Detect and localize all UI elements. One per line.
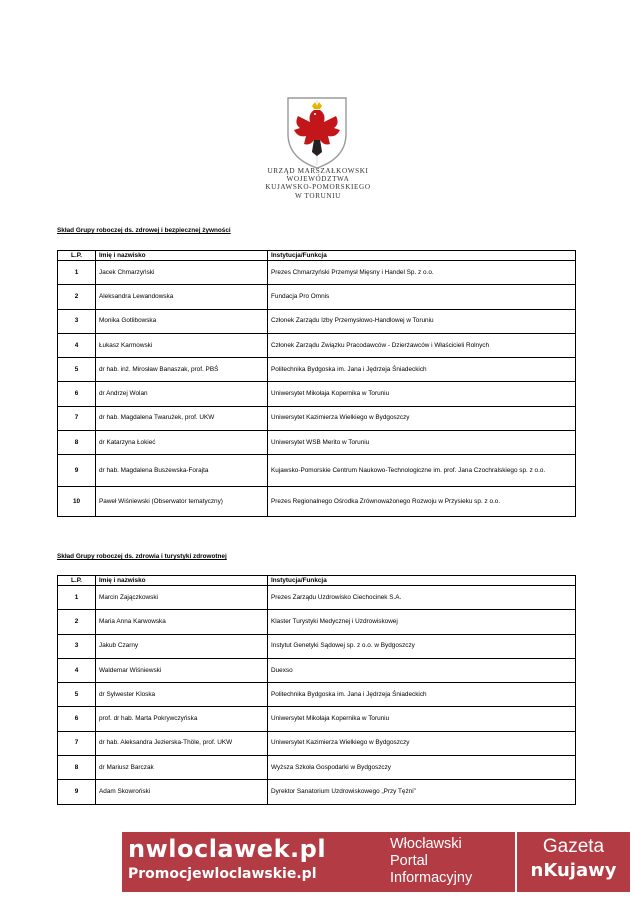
table-row [58,333,576,357]
row-institution: Dyrektor Sanatorium Uzdrowiskowego „Przy Tężni” [268,780,576,804]
banner-portal-line: Portal [390,853,428,869]
row-name: Marcin Zajączkowski [96,586,268,610]
header-lp: L.P. [58,251,96,261]
row-name: dr hab. Magdalena Buszewska-Forajta [96,455,268,487]
header-institution: Instytucja/Funkcja [268,251,576,261]
banner-kujawy-label: nKujawy [530,860,617,881]
row-institution: Wyższa Szkoła Gospodarki w Bydgoszczy [268,756,576,780]
row-institution: Prezes Regionalnego Ośrodka Zrównoważonego Rozwoju w Przysieku sp. z o.o. [268,487,576,517]
table-row [58,658,576,682]
row-lp: 6 [58,382,96,406]
office-name [218,167,418,200]
table-row [58,455,576,487]
header-name: Imię i nazwisko [96,251,268,261]
row-name: Jacek Chmarzyński [96,261,268,285]
office-line: KUJAWSKO-POMORSKIEGO [265,183,371,192]
row-lp: 8 [58,756,96,780]
table-row [58,634,576,658]
watermark-banner[interactable] [122,832,630,892]
members-table-health [57,575,576,805]
table-row [58,309,576,333]
coat-of-arms-icon [284,94,350,170]
table-row [58,731,576,755]
row-lp: 7 [58,406,96,430]
members-table-food [57,250,576,517]
table-row [58,285,576,309]
row-institution: Instytut Genetyki Sądowej sp. z o.o. w Bydgoszczy [268,634,576,658]
table-row [58,487,576,517]
banner-site-link[interactable]: nwloclawek.pl [128,835,327,863]
banner-portal-line: Włocławski [390,836,462,852]
row-lp: 4 [58,658,96,682]
table-row [58,261,576,285]
row-lp: 2 [58,610,96,634]
header-lp: L.P. [58,576,96,586]
table-row [58,683,576,707]
table-row [58,610,576,634]
row-name: Łukasz Karmowski [96,333,268,357]
row-name: dr hab. Aleksandra Jezierska-Thöle, prof. UKW [96,731,268,755]
row-lp: 2 [58,285,96,309]
row-lp: 8 [58,431,96,455]
row-institution: Politechnika Bydgoska im. Jana i Jędrzeja Śniadeckich [268,683,576,707]
row-lp: 3 [58,309,96,333]
row-lp: 9 [58,780,96,804]
row-name: Maria Anna Karwowska [96,610,268,634]
row-institution: Uniwersytet Kazimierza Wielkiego w Bydgoszczy [268,731,576,755]
office-line: URZĄD MARSZAŁKOWSKI [267,167,369,175]
row-institution: Prezes Zarządu Uzdrowisko Ciechocinek S.A. [268,586,576,610]
row-lp: 5 [58,358,96,382]
table-row [58,358,576,382]
row-name: dr Sylwester Kloska [96,683,268,707]
row-institution: Członek Zarządu Związku Pracodawców - Dzierżawców i Właścicieli Rolnych [268,333,576,357]
table-row [58,707,576,731]
banner-site-block[interactable] [122,832,388,892]
row-name: dr hab. Magdalena Twarużek, prof. UKW [96,406,268,430]
banner-gazeta-block[interactable] [517,832,630,892]
row-institution: Klaster Turystyki Medycznej i Uzdrowiskowej [268,610,576,634]
row-name: dr Andrzej Wolan [96,382,268,406]
row-lp: 10 [58,487,96,517]
row-institution: Prezes Chmarzyński Przemysł Mięsny i Handel Sp. z o.o. [268,261,576,285]
table-header-row [58,251,576,261]
row-lp: 6 [58,707,96,731]
banner-portal-line: Informacyjny [390,870,473,886]
row-lp: 3 [58,634,96,658]
row-name: Adam Skowroński [96,780,268,804]
section-title-food: Skład Grupy roboczej ds. zdrowej i bezpiecznej żywności [57,227,231,234]
row-name: Jakub Czarny [96,634,268,658]
row-name: dr Mariusz Barczak [96,756,268,780]
row-institution: Uniwersytet WSB Merito w Toruniu [268,431,576,455]
row-name: dr hab. inż. Mirosław Banaszak, prof. PBŚ [96,358,268,382]
row-institution: Uniwersytet Mikołaja Kopernika w Toruniu [268,382,576,406]
row-institution: Uniwersytet Kazimierza Wielkiego w Bydgoszczy [268,406,576,430]
row-name: Waldemar Wiśniewski [96,658,268,682]
row-institution: Fundacja Pro Omnis [268,285,576,309]
section-title-health: Skład Grupy roboczej ds. zdrowia i turystyki zdrowotnej [57,553,227,560]
row-lp: 9 [58,455,96,487]
row-name: dr Katarzyna Łokieć [96,431,268,455]
row-institution: Uniwersytet Mikołaja Kopernika w Toruniu [268,707,576,731]
row-institution: Duexso [268,658,576,682]
banner-promo-link[interactable]: Promocjewloclawskie.pl [128,866,317,882]
banner-portal-text [388,832,517,892]
table-row [58,431,576,455]
row-name: Paweł Wiśniewski (Obserwator tematyczny) [96,487,268,517]
office-line: WOJEWÓDZTWA [286,175,350,184]
table-row [58,756,576,780]
table-row [58,586,576,610]
row-lp: 1 [58,261,96,285]
header-institution: Instytucja/Funkcja [268,576,576,586]
row-name: prof. dr hab. Marta Pokrywczyńska [96,707,268,731]
table-row [58,382,576,406]
row-institution: Politechnika Bydgoska im. Jana i Jędrzeja Śniadeckich [268,358,576,382]
table-row [58,406,576,430]
row-institution: Kujawsko-Pomorskie Centrum Naukowo-Technologiczne im. prof. Jana Czochralskiego sp. z o.o. [268,455,576,487]
banner-gazeta-label: Gazeta [542,836,605,857]
row-lp: 7 [58,731,96,755]
table-header-row [58,576,576,586]
table-row [58,780,576,804]
row-lp: 5 [58,683,96,707]
office-line: W TORUNIU [295,191,341,200]
row-lp: 4 [58,333,96,357]
row-institution: Członek Zarządu Izby Przemysłowo-Handlowej w Toruniu [268,309,576,333]
row-lp: 1 [58,586,96,610]
header-name: Imię i nazwisko [96,576,268,586]
row-name: Aleksandra Lewandowska [96,285,268,309]
row-name: Monika Gotlibowska [96,309,268,333]
